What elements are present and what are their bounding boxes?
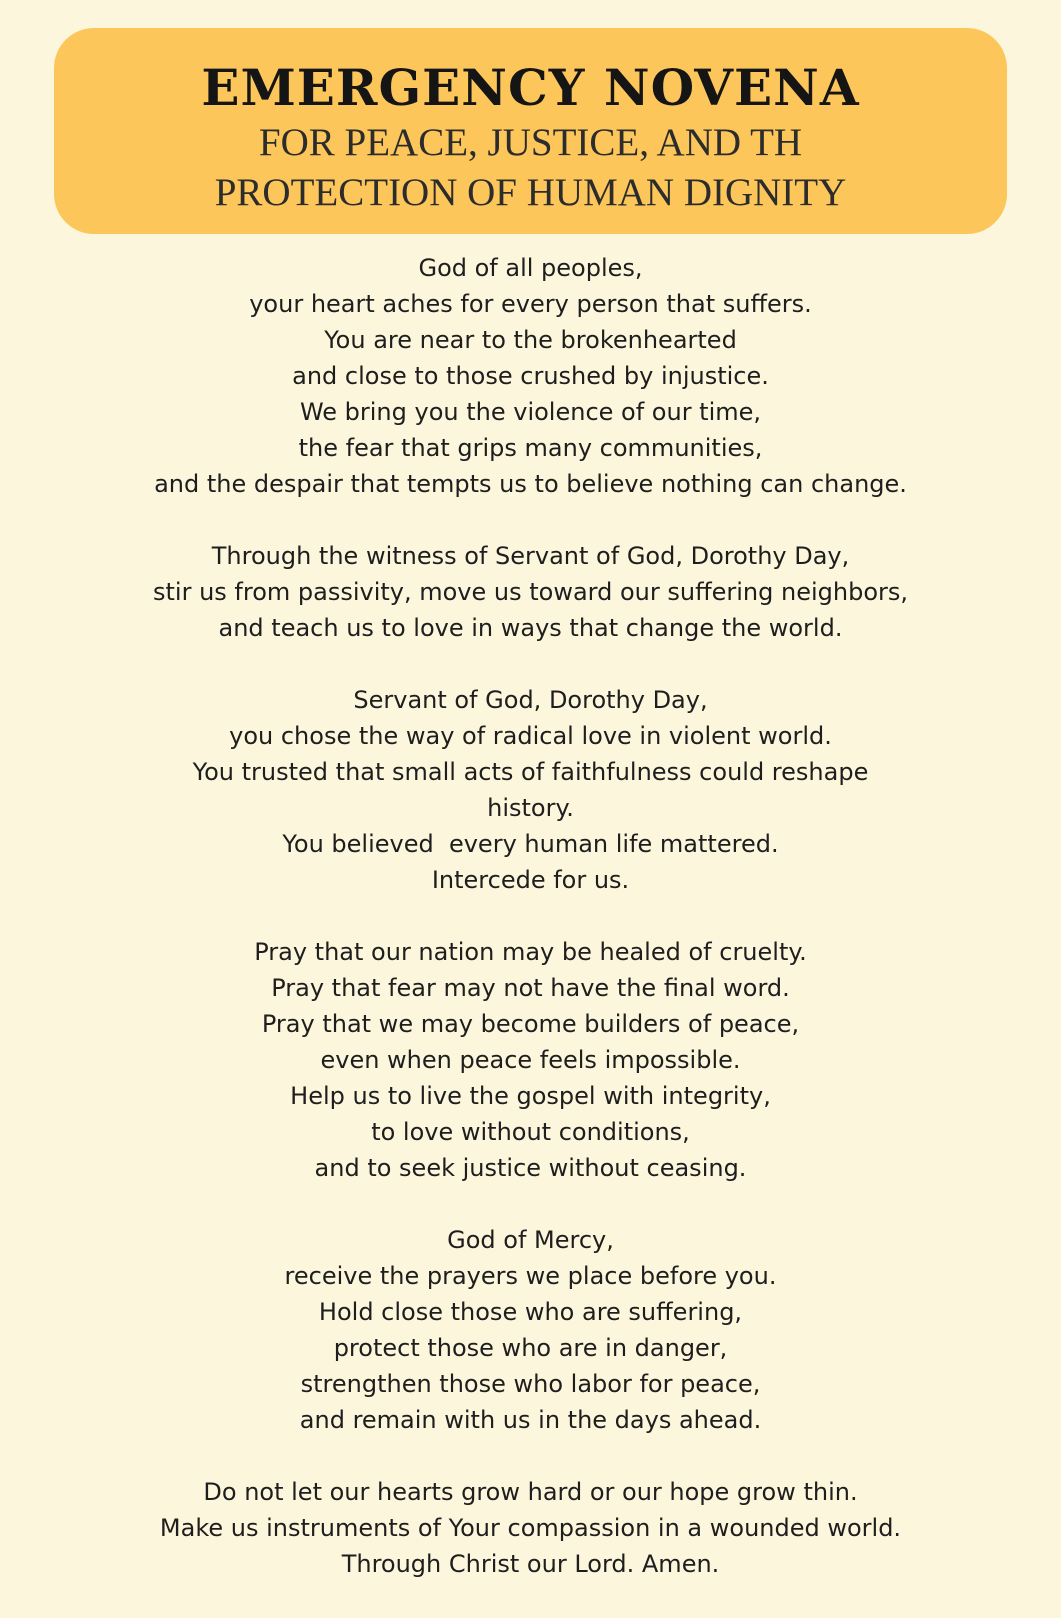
prayer-line: God of all peoples,	[418, 254, 643, 282]
prayer-line: Pray that our nation may be healed of cruelty.	[254, 938, 807, 966]
prayer-line: your heart aches for every person that suffers.	[249, 290, 812, 318]
prayer-line: and remain with us in the days ahead.	[299, 1406, 762, 1434]
prayer-line: and close to those crushed by injustice.	[292, 362, 769, 390]
prayer-line: the fear that grips many communities,	[298, 434, 763, 462]
prayer-text	[0, 250, 1061, 1618]
prayer-line: receive the prayers we place before you.	[284, 1262, 777, 1290]
prayer-line: You trusted that small acts of faithfulness could reshape	[192, 758, 869, 786]
subtitle-line-2: PROTECTION OF HUMAN DIGNITY	[214, 171, 847, 214]
prayer-line: Do not let our hearts grow hard or our hope grow thin.	[203, 1478, 858, 1506]
subtitle-line-1: FOR PEACE, JUSTICE, AND TH	[258, 121, 803, 164]
stanza-5	[0, 1222, 1061, 1438]
prayer-line: to love without conditions,	[371, 1118, 690, 1146]
prayer-line: you chose the way of radical love in violent world.	[229, 722, 832, 750]
prayer-line: Pray that we may become builders of peace,	[261, 1010, 800, 1038]
stanza-4	[0, 934, 1061, 1186]
prayer-line: Hold close those who are suffering,	[318, 1298, 743, 1326]
prayer-line: stir us from passivity, move us toward our suffering neighbors,	[152, 578, 909, 606]
page-title: EMERGENCY NOVENA	[201, 58, 860, 117]
prayer-line: Servant of God, Dorothy Day,	[353, 686, 708, 714]
prayer-line: even when peace feels impossible.	[320, 1046, 741, 1074]
stanza-6	[0, 1474, 1061, 1582]
prayer-line: Intercede for us.	[431, 866, 630, 894]
prayer-line: You are near to the brokenhearted	[324, 326, 737, 354]
prayer-line: and to seek justice without ceasing.	[314, 1154, 747, 1182]
prayer-line: Through Christ our Lord. Amen.	[341, 1550, 720, 1578]
prayer-line: and the despair that tempts us to believe nothing can change.	[154, 470, 907, 498]
prayer-line: We bring you the violence of our time,	[299, 398, 762, 426]
prayer-line: strengthen those who labor for peace,	[300, 1370, 761, 1398]
prayer-line: You believed every human life mattered.	[282, 830, 779, 858]
stanza-1	[0, 250, 1061, 502]
prayer-line: protect those who are in danger,	[333, 1334, 728, 1362]
prayer-line: Through the witness of Servant of God, Dorothy Day,	[211, 542, 850, 570]
prayer-line: God of Mercy,	[447, 1226, 614, 1254]
prayer-line: history.	[487, 794, 574, 822]
prayer-line: Pray that fear may not have the final word.	[271, 974, 790, 1002]
stanza-3	[0, 682, 1061, 898]
stanza-2	[0, 538, 1061, 646]
title-banner	[54, 28, 1007, 234]
prayer-line: Make us instruments of Your compassion in a wounded world.	[159, 1514, 902, 1542]
prayer-line: Help us to live the gospel with integrity,	[290, 1082, 771, 1110]
prayer-line: and teach us to love in ways that change the world.	[218, 614, 843, 642]
